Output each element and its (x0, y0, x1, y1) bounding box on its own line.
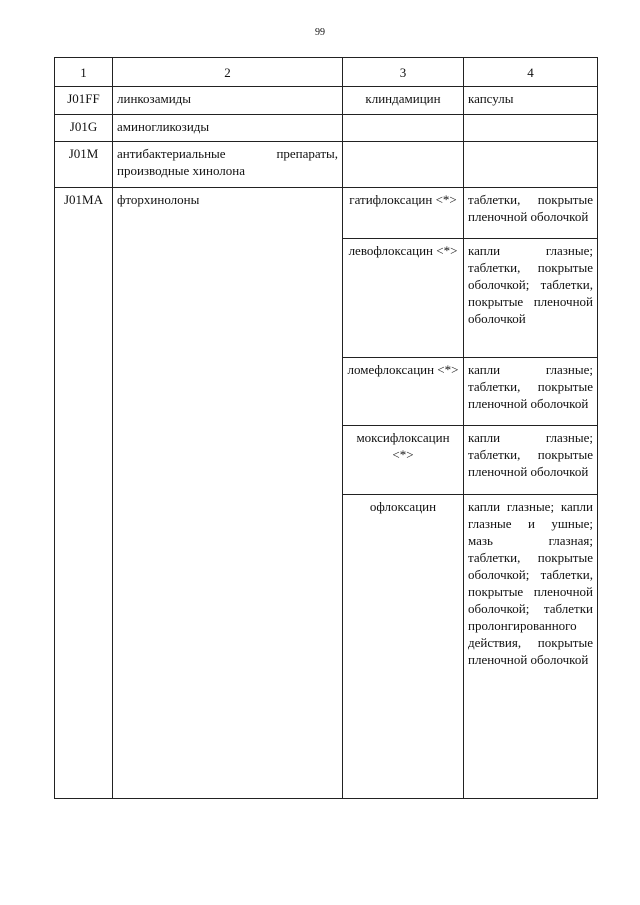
table-header-row (55, 58, 598, 87)
dosage-form: таблетки, покрытые пленочной оболочкой (464, 188, 598, 239)
drug-name (343, 142, 464, 188)
column-header-3: 3 (343, 58, 464, 87)
drug-name (343, 115, 464, 142)
table-row (55, 87, 598, 115)
atc-code: J01FF (55, 87, 113, 115)
drug-name: моксифлоксацин <*> (343, 426, 464, 495)
dosage-form (464, 142, 598, 188)
table-row (55, 142, 598, 188)
page-number: 99 (315, 27, 325, 38)
anatomical-group: антибактериальные препараты, производные хинолона (113, 142, 343, 188)
dosage-form: капсулы (464, 87, 598, 115)
drug-name: ломефлоксацин <*> (343, 358, 464, 426)
drug-name: офлоксацин (343, 495, 464, 799)
anatomical-group: аминогликозиды (113, 115, 343, 142)
anatomical-group: фторхинолоны (113, 188, 343, 799)
drug-name: левофлоксацин <*> (343, 239, 464, 358)
atc-code: J01G (55, 115, 113, 142)
drug-table (54, 57, 598, 799)
atc-code: J01M (55, 142, 113, 188)
table-row (55, 115, 598, 142)
anatomical-group: линкозамиды (113, 87, 343, 115)
dosage-form: капли глазные; таблетки, покрытые пленочной оболочкой (464, 358, 598, 426)
column-header-2: 2 (113, 58, 343, 87)
column-header-4: 4 (464, 58, 598, 87)
dosage-form: капли глазные; таблетки, покрытые оболочкой; таблетки, покрытые пленочной оболочкой (464, 239, 598, 358)
drug-name: гатифлоксацин <*> (343, 188, 464, 239)
table-row (55, 188, 598, 239)
drug-name: клиндамицин (343, 87, 464, 115)
dosage-form (464, 115, 598, 142)
dosage-form: капли глазные; таблетки, покрытые пленочной оболочкой (464, 426, 598, 495)
column-header-1: 1 (55, 58, 113, 87)
atc-code: J01MA (55, 188, 113, 799)
dosage-form: капли глазные; капли глазные и ушные; мазь глазная; таблетки, покрытые оболочкой; таблетки, покрытые пленочной оболочкой; таблетки пролонгированного действия, покрытые пленочной оболочкой (464, 495, 598, 799)
